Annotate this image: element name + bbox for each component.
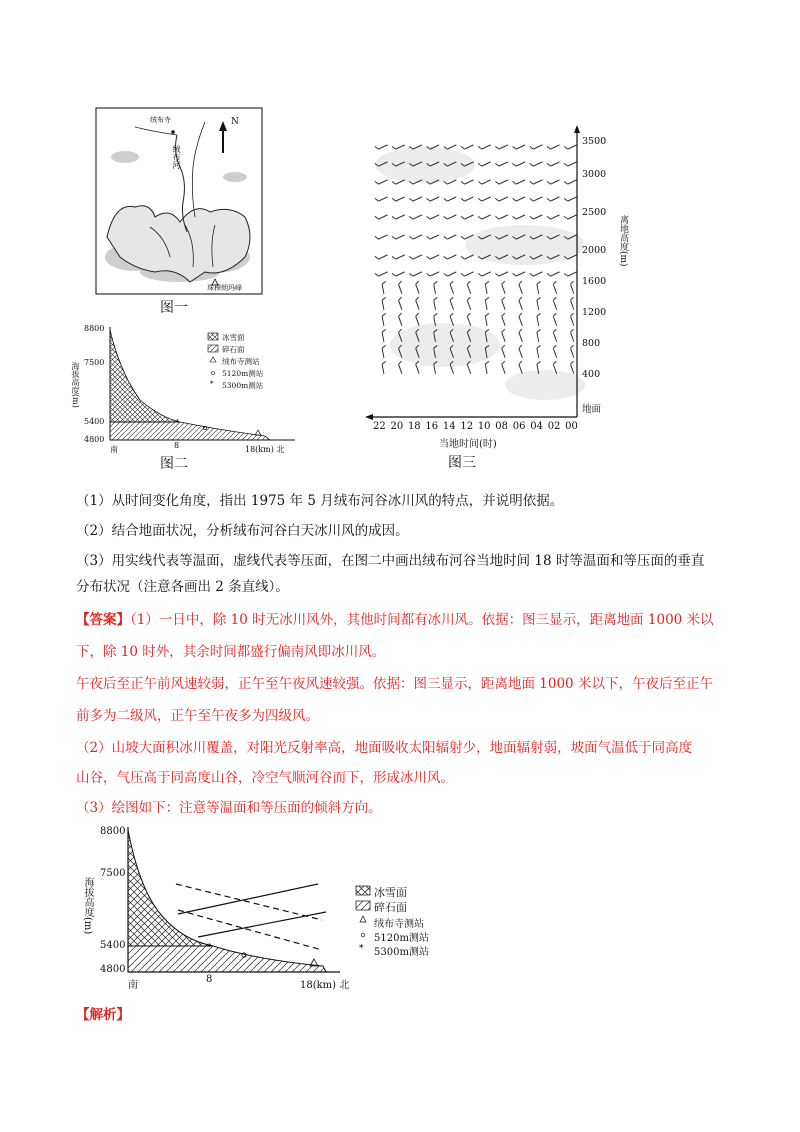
wind-barb [375,211,388,220]
wind-barb [375,176,388,185]
svg-text:*: * [176,419,179,426]
answer-fig-y-tick: 8800 [100,826,126,837]
wind-barb [530,193,543,202]
wind-barb [478,193,491,202]
wind-barb [415,297,423,310]
wind-barb [467,281,475,294]
wind-barb [398,281,406,294]
svg-text:*: * [359,944,364,954]
wind-barb [392,211,405,220]
wind-barb [427,251,440,260]
wind-barb [547,211,560,220]
answer-line-4: 前多为二级风，正午至午夜多为四级风。 [76,708,319,724]
wind-barb [501,297,509,310]
wind-barb [513,141,526,150]
answer-fig-x-tick: 18(km) 北 [300,980,350,991]
wind-barb [398,361,406,374]
profile-x-tick: 8 [174,441,180,450]
wind-barb [513,158,526,167]
wind-barb [553,281,561,294]
answer-line-7: （3）绘图如下：注意等温面和等压面的倾斜方向。 [76,800,382,816]
map-label-north: N [231,117,239,127]
wind-x-tick: 10 [477,421,491,432]
wind-barb [375,141,388,150]
answer-line-5: （2）山坡大面积冰川覆盖，对阳光反射率高，地面吸收太阳辐射少，地面辐射弱，坡面气温低于同高度 [76,740,693,756]
wind-barb [382,345,388,358]
wind-barb [553,329,561,342]
wind-barb [444,251,457,260]
wind-barb [467,313,475,326]
wind-barb [444,231,457,240]
answer-fig-legend-station-2: 5120m测站 [374,933,429,944]
question-1: （1）从时间变化角度，指出 1975 年 5 月绒布河谷冰川风的特点，并说明依据。 [76,493,564,509]
wind-barb [382,329,388,342]
answer-tag: 【答案】 [76,612,130,628]
wind-barb [461,211,474,220]
wind-barb [409,268,422,277]
profile-y-tick: 4800 [84,435,105,444]
wind-barb [427,268,440,277]
wind-barb [382,313,388,326]
wind-barb [537,297,543,310]
wind-barb [444,268,457,277]
answer-fig-legend-station-3: 5300m测站 [374,947,429,958]
wind-barb [478,268,491,277]
wind-barb [398,313,406,326]
wind-barb [501,281,509,294]
wind-barb [530,141,543,150]
wind-y-tick: 3000 [582,169,607,180]
question-2: （2）结合地面状况，分析绒布河谷白天冰川风的成因。 [76,523,409,539]
wind-x-tick: 18 [407,421,421,432]
answer-fig-x-tick: 南 [128,980,138,991]
wind-y-tick: 3500 [582,136,607,147]
map-label-peak: 珠穆朗玛峰 [207,284,242,292]
wind-barb [427,211,440,220]
figure-3-wind-chart [365,125,635,450]
answer-fig-y-tick: 7500 [100,868,126,879]
wind-barb [433,297,439,310]
wind-x-tick: 06 [512,421,526,432]
wind-barb [375,251,388,260]
wind-barb [427,231,440,240]
wind-barb [501,329,509,342]
profile-y-tick: 5400 [84,417,105,426]
answer-fig-legend-snow: 冰雪面 [374,886,407,899]
wind-x-tick: 00 [565,421,578,432]
wind-barb [382,281,388,294]
profile-x-tick: 南 [110,445,118,454]
answer-line-2: 下，除 10 时外，其余时间都盛行偏南风即冰川风。 [76,644,386,660]
wind-barb [427,193,440,202]
profile-legend-station-2: 5120m测站 [222,369,264,378]
wind-barb [392,251,405,260]
wind-y-tick: 1600 [582,276,607,287]
wind-barb [564,158,577,167]
wind-barb [513,268,526,277]
svg-text:*: * [210,380,214,388]
answer-line-6: 山谷，气压高于同高度山谷，冷空气顺河谷而下，形成冰川风。 [76,770,454,786]
wind-barb [485,313,491,326]
wind-barb [537,345,543,358]
wind-x-axis-title: 当地时间(时) [439,439,497,450]
answer-line-1 [76,608,736,633]
figure-3-caption: 图三 [448,455,476,471]
wind-barb [375,268,388,277]
wind-barb [553,313,561,326]
wind-barb [495,211,508,220]
wind-barb [530,268,543,277]
wind-barb [537,281,543,294]
wind-barb [478,176,491,185]
answer-fig-y-tick: 4800 [100,964,126,975]
analysis-tag: 【解析】 [76,1007,130,1023]
wind-barb [518,345,526,358]
wind-barb [564,268,577,277]
wind-y-tick: 1200 [582,307,607,318]
wind-y-tick: 地面 [582,404,602,415]
wind-barb [444,211,457,220]
wind-barb [461,268,474,277]
wind-x-tick: 14 [442,421,456,432]
wind-barb [461,141,474,150]
wind-barb [415,281,423,294]
wind-barb [392,141,405,150]
svg-text:*: * [207,943,212,953]
wind-barb [553,297,561,310]
wind-barb [485,297,491,310]
profile-legend-station-1: 绒布寺测站 [222,357,260,366]
wind-x-tick: 12 [460,421,474,432]
wind-barb [478,211,491,220]
wind-barb [478,158,491,167]
wind-barb [449,281,457,294]
wind-barb [495,158,508,167]
wind-barb [398,297,406,310]
wind-barb [392,268,405,277]
wind-barb [537,329,543,342]
map-drawing [95,107,263,295]
profile-legend-gravel: 碎石面 [222,345,245,354]
wind-barb [518,297,526,310]
wind-barb [501,313,509,326]
wind-barb [513,211,526,220]
wind-barb [501,345,509,358]
wind-barb [530,158,543,167]
profile-x-tick: 18(km) 北 [245,445,285,454]
profile-legend-snow: 冰雪面 [222,333,245,342]
wind-barb [547,141,560,150]
wind-barb [547,268,560,277]
wind-barb [547,158,560,167]
answer-fig-y-tick: 5400 [100,940,126,951]
question-3-cont: 分布状况（注意各画出 2 条直线）。 [76,579,289,595]
wind-barb [547,193,560,202]
wind-barb [564,193,577,202]
wind-y-axis-title: 离地高度(m) [618,215,628,267]
answer-fig-legend-gravel: 碎石面 [374,901,407,914]
answer-text: （1）一日中，除 10 时无冰川风外，其他时间都有冰川风。依据：图三显示，距离地面 1000 米以 [130,612,714,628]
wind-barb [375,193,388,202]
wind-x-tick: 02 [547,421,561,432]
wind-barb [478,141,491,150]
answer-fig-y-axis-title: 海拔高度(m) [82,877,93,935]
wind-barb [409,231,422,240]
wind-barb [564,211,577,220]
wind-barb [495,176,508,185]
wind-barb [564,141,577,150]
wind-barb [433,281,439,294]
wind-x-tick: 08 [495,421,509,432]
wind-barb [449,297,457,310]
profile-y-tick: 7500 [84,358,105,367]
wind-barb [495,193,508,202]
wind-barb [392,231,405,240]
wind-barb [444,193,457,202]
wind-barb [530,211,543,220]
wind-y-tick: 400 [582,369,601,380]
wind-barb [461,193,474,202]
figure-1-caption: 图一 [160,300,188,316]
wind-barb [485,281,491,294]
wind-barb [409,211,422,220]
map-label-temple: 绒布寺 [150,116,171,124]
wind-barb [518,361,526,374]
wind-barb [375,231,388,240]
wind-x-ticks [373,421,578,432]
wind-barb [461,176,474,185]
wind-x-tick: 22 [373,421,386,432]
profile-legend-station-3: 5300m测站 [222,381,264,390]
wind-x-tick: 20 [390,421,404,432]
wind-barb [409,251,422,260]
wind-barb [392,193,405,202]
wind-y-tick: 800 [582,338,601,349]
profile-y-axis-title: 海拔高度(m) [71,362,80,408]
wind-barb [513,176,526,185]
profile-y-tick: 8800 [84,324,105,333]
wind-barb [518,281,526,294]
answer-line-3: 午夜后至正午前风速较弱，正午至午夜风速较强。依据：图三显示，距离地面 1000 米以下，午夜后至正午 [76,676,713,692]
wind-barb [553,345,561,358]
figure-2-profile [70,322,310,454]
figure-2-caption: 图二 [160,456,188,472]
wind-barb [467,297,475,310]
wind-barb [485,361,491,374]
wind-barb [382,361,388,374]
wind-x-tick: 04 [530,421,543,432]
wind-barb [409,193,422,202]
wind-barb [518,313,526,326]
wind-barb [537,313,543,326]
wind-y-tick: 2000 [582,245,607,256]
wind-barb [513,193,526,202]
wind-barb [495,268,508,277]
wind-barb [547,176,560,185]
wind-barb [530,176,543,185]
wind-barb [501,361,509,374]
profile-drawing [70,322,310,454]
answer-fig-legend-station-1: 绒布寺测站 [374,919,424,930]
wind-x-tick: 16 [425,421,439,432]
wind-barb [564,176,577,185]
wind-y-tick: 2500 [582,207,607,218]
wind-barb [382,297,388,310]
figure-1-map [95,107,263,295]
wind-barb [415,313,423,326]
wind-barb [495,141,508,150]
map-label-river: 绒布河 [172,145,181,169]
answer-figure [78,822,458,994]
question-3: （3）用实线代表等温面，虚线代表等压面，在图二中画出绒布河谷当地时间 18 时等温面和等压面的垂直 [76,553,705,569]
answer-fig-x-tick: 8 [206,974,213,985]
wind-barb [518,329,526,342]
